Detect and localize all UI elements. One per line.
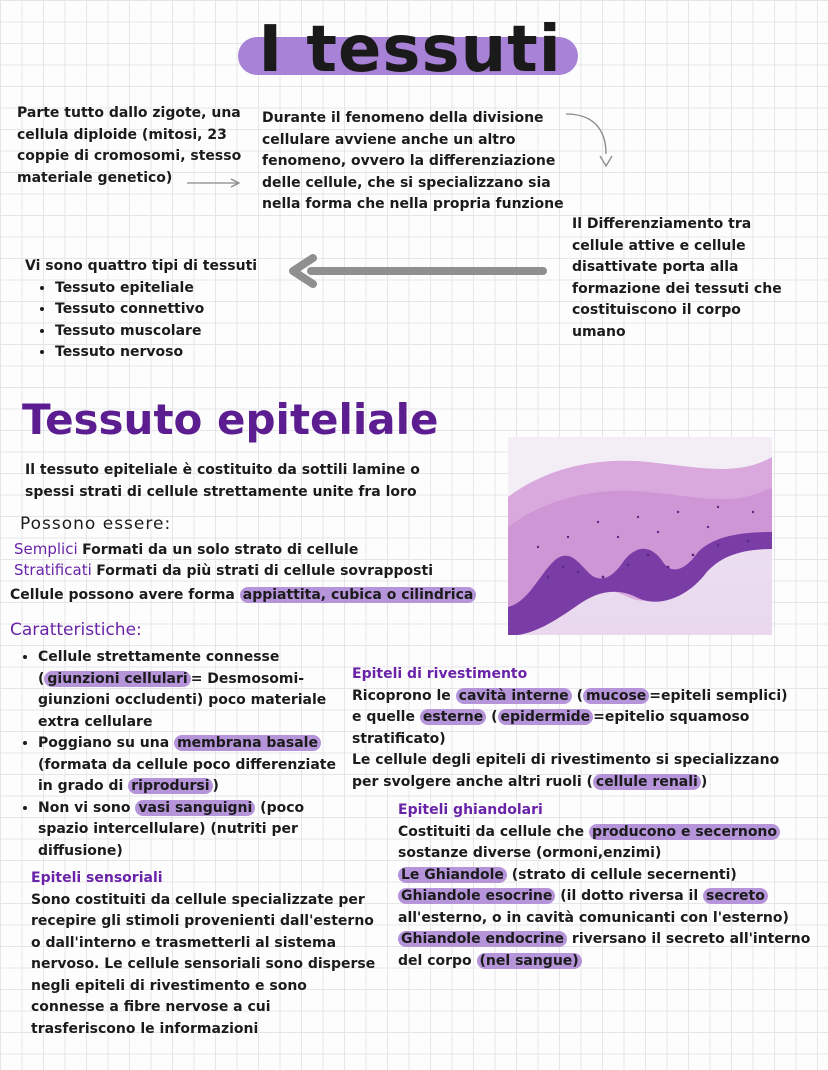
semplici-text: Formati da un solo strato di cellule <box>82 542 359 558</box>
tissue-types-heading: Vi sono quattro tipi di tessuti <box>25 258 258 274</box>
epithelial-definition: Il tessuto epiteliale è costituito da sottili lamine o spessi strati di cellule strettamente unite fra loro <box>25 462 420 500</box>
curved-arrow-icon <box>560 108 620 170</box>
features-heading: Caratteristiche: <box>10 620 142 640</box>
stratificati-text: Formati da più strati di cellule sovrapposti <box>96 563 434 579</box>
sensoriali-text: Sono costituiti da cellule specializzate per recepire gli stimoli provenienti dall'esterno o dall'interno e trasmetterli al sistema nervoso. Le cellule sensoriali sono disperse negli epiteli di rivestimento e sono connesse a fibre nervose a cui trasferiscono le informazioni <box>31 891 376 1037</box>
shape-highlight: appiattita, cubica o cilindrica <box>240 587 477 603</box>
sensoriali-block <box>31 868 376 1040</box>
stratificati-label: Stratificati <box>14 561 92 579</box>
list-item: • Tessuto muscolare <box>55 321 285 343</box>
page-title: I tessuti <box>258 13 562 87</box>
arrow-left-large-icon <box>283 252 548 292</box>
list-item: • Tessuto epiteliale <box>55 278 285 300</box>
intro-left-text: Parte tutto dallo zigote, una cellula diploide (mitosi, 23 coppie di cromosomi, stesso materiale genetico) <box>17 105 242 186</box>
ghiandolari-text: Costituiti da cellule che producono e secernono sostanze diverse (ormoni,enzimi) Le Ghiandole (strato di cellule secernenti) Ghiandole esocrine (il dotto riversa il secreto all'esterno, o in cavità comunicanti con l'esterno) Ghiandole endocrine riversano il secreto all'interno del corpo (nel sangue) <box>398 823 811 969</box>
list-item: • Tessuto connettivo <box>55 299 285 321</box>
intro-right-text: Durante il fenomeno della divisione cellulare avviene anche un altro fenomeno, ovvero la differenziazione delle cellule, che si specializzano sia nella forma che nella propria funzione <box>262 110 564 212</box>
possono-essere-label: Possono essere: <box>20 514 172 534</box>
tissue-types-list <box>25 278 285 364</box>
section-title: Tessuto epiteliale <box>22 395 439 444</box>
features-block <box>8 647 338 862</box>
feature-item: • Poggiano su una membrana basale (formata da cellule poco differenziate in grado di riprodursi ) <box>38 733 338 798</box>
rivestimento-block <box>352 664 792 793</box>
feature-item: • Cellule strettamente connesse ( giunzioni cellulari = Desmosomi-giunzioni occludenti) poco materiale extra cellulare <box>38 647 338 733</box>
arrow-right-small-icon <box>185 175 245 191</box>
rivestimento-text: Ricoprono le cavità interne ( mucose =epiteli semplici) e quelle esterne ( epidermide =epitelio squamoso stratificato) Le cellule degli epiteli di rivestimento si specializzano per svolgere anche altri ruoli ( cellule renali ) <box>352 687 788 790</box>
type-stratificati <box>14 560 504 583</box>
epithelium-micrograph <box>508 437 772 635</box>
list-item: • Tessuto nervoso <box>55 342 285 364</box>
differentiation-note: Il Differenziamento tra cellule attive e cellule disattivate porta alla formazione dei tessuti che costituiscono il corpo umano <box>572 216 782 340</box>
tissue-types-block <box>25 256 285 364</box>
type-semplici <box>14 539 494 562</box>
feature-item: • Non vi sono vasi sanguigni (poco spazio intercellulare) (nutriti per diffusione) <box>38 798 338 863</box>
semplici-label: Semplici <box>14 540 78 558</box>
sensoriali-heading: Epiteli sensoriali <box>31 870 163 886</box>
rivestimento-heading: Epiteli di rivestimento <box>352 666 528 682</box>
ghiandolari-heading: Epiteli ghiandolari <box>398 802 543 818</box>
features-list <box>8 647 338 862</box>
shape-prefix: Cellule possono avere forma <box>10 587 235 603</box>
ghiandolari-block <box>398 800 818 972</box>
cell-shape-line <box>10 585 505 607</box>
